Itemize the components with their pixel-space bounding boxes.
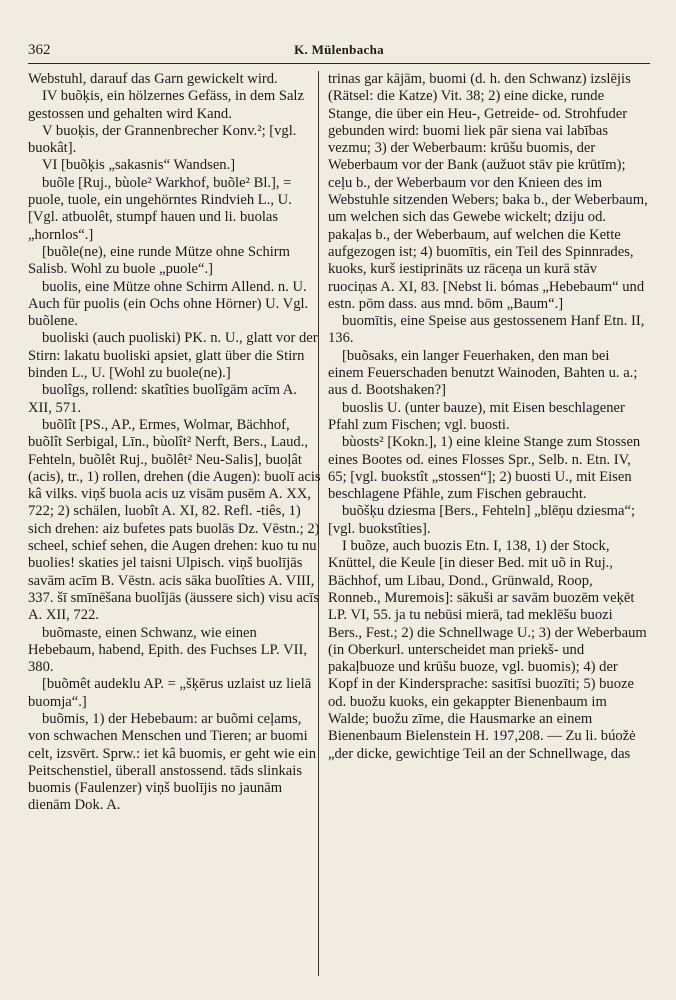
entry-paragraph: buomītis, eine Speise aus gestossenem Hanf Etn. II, 136. [328, 313, 645, 347]
entry-paragraph: Webstuhl, darauf das Garn gewickelt wird. [28, 71, 278, 87]
left-column [28, 71, 323, 815]
entry-paragraph: IV buõķis, ein hölzernes Gefäss, in dem Salz gestossen und gehalten wird Kand. [28, 88, 304, 122]
entry-paragraph: trinas gar kājām, buomi (d. h. den Schwanz) izslējis (Rätsel: die Katze) Vit. 38; 2) eine dicke, runde Stange, die über ein Heu-, Getreide- od. Strohfuder gebunden wird: buomi liek pār siena vai labības vezmu; 3) der Weberbaum: krūšu buomis, der Weberbaum vor der Bank (aužuot stāv pie krūtīm); ceļu b., der Weberbaum vor den Knieen des im Webstuhle sitzenden Webers; baka b., der Weberbaum, um welchen sich das Gewebe wickelt; dziju od. pakaļas b., der Weberbaum, auf welchen die Kette aufgezogen ist; 4) buomītis, ein Teil des Spinnrades, kuoks, kurš iestiprināts uz rāceņa un kurā stāv ruociņas A. XI, 83. [Nebst li. bómas „Hebebaum“ und estn. pōm dass. aus mnd. bōm „Baum“.] [328, 71, 648, 312]
entry-paragraph: buõmis, 1) der Hebebaum: ar buõmi ceļams, von schwachen Menschen und Tieren; ar buomi celt, izsvērt. Sprw.: iet kâ buomis, er geht wie ein Peitschenstiel, überall anstossend. tāds slinkais buomis (Faulenzer) viņš buolījis no jaunām dienām Dok. A. [28, 710, 317, 814]
right-column [328, 71, 648, 763]
entry-paragraph: buoliski (auch puoliski) PK. n. U., glatt vor der Stirn: lakatu buoliski apsiet, glatt über die Stirn binden L., U. [Wohl zu buole(ne).] [28, 330, 318, 382]
entry-paragraph: buõle [Ruj., bùole² Warkhof, buõle² Bl.], = puole, tuole, ein ungehörntes Rindvieh L., U. [Vgl. atbuolêt, stumpf hauen und li. buolas „hornlos“.] [28, 174, 292, 243]
entry-paragraph: buolis, eine Mütze ohne Schirm Allend. n. U. Auch für puolis (ein Ochs ohne Hörner) U. Vgl. buõlene. [28, 278, 309, 330]
entry-paragraph: V buoķis, der Grannenbrecher Konv.²; [vgl. buokât]. [28, 122, 297, 157]
page-number: 362 [28, 42, 51, 58]
entry-paragraph: buõmaste, einen Schwanz, wie einen Hebebaum, habend, Epith. des Fuchses LP. VII, 380. [28, 624, 307, 676]
entry-paragraph: buoslis U. (unter bauze), mit Eisen beschlagener Pfahl zum Fischen; vgl. buosti. [328, 399, 625, 433]
entry-paragraph: [buõmêt audeklu AP. = „šķērus uzlaist uz lielā buomja“.] [28, 676, 312, 710]
entry-paragraph: I buõze, auch buozis Etn. I, 138, 1) der Stock, Knüttel, die Keule [in dieser Bed. mit uõ in Ruj., Bächhof, um Libau, Dond., Grünwald, Roop, Ronneb., Muremois]: sākuši ar savām buozēm veķēt LP. VI, 55. ja tu nebūsi mierā, tad meklēšu buozi Bers., Fest.; 2) die Schnellwage U.; 3) der Weberbaum (in Oberkurl. unterscheidet man priekš- und pakaļbuoze und krūšu buoze, vgl. buomis); 4) der Kopf in der Kindersprache: sasitīsi buozīti; 5) buoze od. buožu kuoks, ein gekappter Bienenbaum im Walde; buožu zīme, die Hausmarke an einem Bienenbaum Bielenstein H. 197,208. — Zu li. búožė „der dicke, gewichtige Teil an der Schnellwage, das [328, 538, 647, 762]
entry-paragraph: [buõsaks, ein langer Feuerhaken, den man bei einem Feuerschaden benutzt Wainoden, Bahten u. a.; aus d. Bootshaken?] [328, 347, 638, 399]
running-title: K. Mülenbacha [294, 42, 384, 57]
entry-paragraph: bùosts² [Kokn.], 1) eine kleine Stange zum Stossen eines Bootes od. eines Flosses Spr., Selb. n. Etn. IV, 65; [vgl. buokstît „stossen“]; 2) buosti U., mit Eisen beschlagene Pfähle, zum Fischen gebraucht. [328, 434, 641, 503]
entry-paragraph: VI [buõķis „sakasnis“ Wandsen.] [42, 157, 236, 174]
entry-paragraph: buolîgs, rollend: skatîties buolîgām acīm A. XII, 571. [28, 382, 297, 416]
header-rule [28, 63, 650, 64]
entry-paragraph: buõlît [PS., AP., Ermes, Wolmar, Bächhof, buõlît Serbigal, Līn., bùolît² Nerft, Bers., Laud., Fehteln, buõlêt Ruj., buõlêt² Neu-Salis], buoļât (acis), tr., 1) rollen, drehen (die Augen): buolī acis kâ vilks. viņš buola acis uz visām pusēm A. XX, 722; 2) schälen, luobît A. XI, 82. Refl. -tiês, 1) sich drehen: aiz bufetes pats buolās Dz. Vēstn.; 2) scheel, schief sehen, die Augen drehen: kuo tu nu buolies! skaties jel taisni Ulpisch. viņš buolījās savām acīm B. Vēstn. acis sāka buolîties A. VIII, 337. šī smīnēšana buolîjās (äussere sich) visu acīs A. XII, 722. [28, 416, 321, 624]
page-header [28, 42, 650, 64]
entry-paragraph: buõšķu dziesma [Bers., Fehteln] „blēņu dziesma“; [vgl. buokstîties]. [328, 503, 636, 537]
entry-paragraph: [buõle(ne), eine runde Mütze ohne Schirm Salisb. Wohl zu buole „puole“.] [28, 243, 291, 278]
